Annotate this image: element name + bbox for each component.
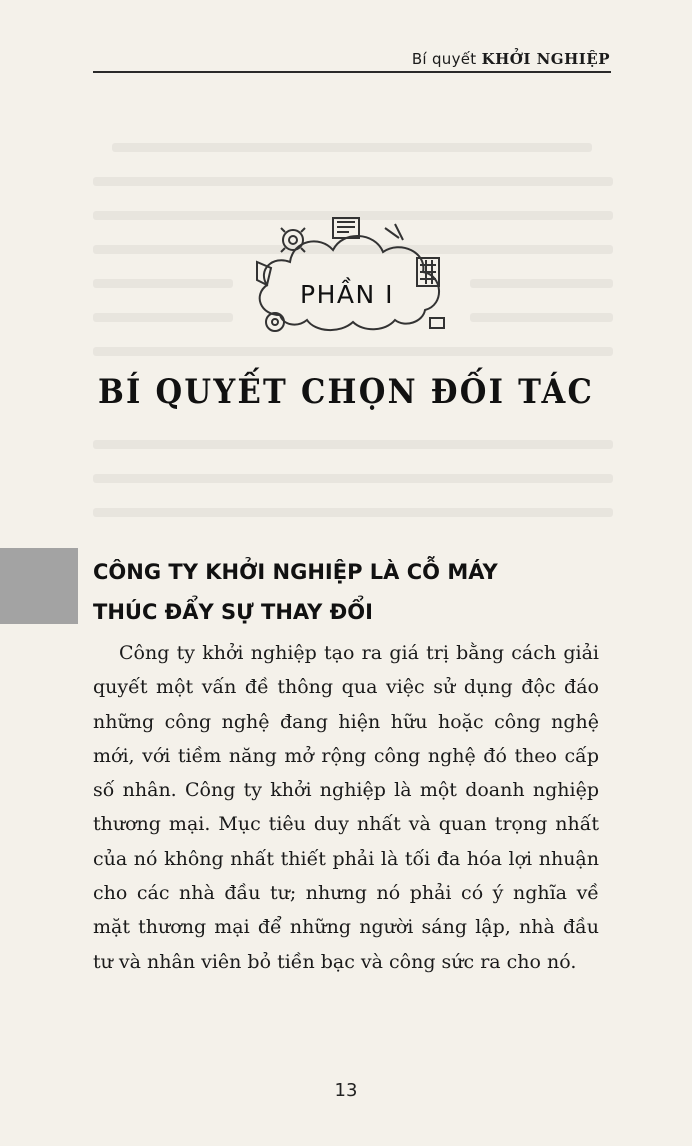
section-heading-line-2: THÚC ĐẨY SỰ THAY ĐỔI — [93, 600, 373, 624]
page-number: 13 — [334, 1080, 358, 1101]
body-paragraph: Công ty khởi nghiệp tạo ra giá trị bằng cách giải quyết một vấn đề thông qua việc sử dụng độc đáo những công nghệ đang hiện hữu hoặc công nghệ mới, với tiềm năng mở rộng công nghệ đó theo cấp số nhân. Công ty khởi nghiệp là một doanh nghiệp thương mại. Mục tiêu duy nhất và quan trọng nhất của nó không nhất thiết phải là tối đa hóa lợi nhuận cho các nhà đầu tư; nhưng nó phải có ý nghĩa về mặt thương mại để những người sáng lập, nhà đầu tư và nhân viên bỏ tiền bạc và công sức ra cho nó. — [93, 642, 599, 973]
running-header-prefix: Bí quyết — [411, 50, 477, 68]
cloud-technology-illustration — [245, 210, 455, 340]
part-label: PHẦN I — [300, 280, 394, 309]
section-heading-line-1: CÔNG TY KHỞI NGHIỆP LÀ CỖ MÁY — [93, 560, 498, 584]
part-title: BÍ QUYẾT CHỌN ĐỐI TÁC — [97, 372, 595, 412]
body-text — [93, 636, 599, 979]
section-heading — [93, 552, 623, 632]
running-header-title: KHỞI NGHIỆP — [481, 50, 610, 68]
chapter-side-tab — [0, 548, 78, 624]
